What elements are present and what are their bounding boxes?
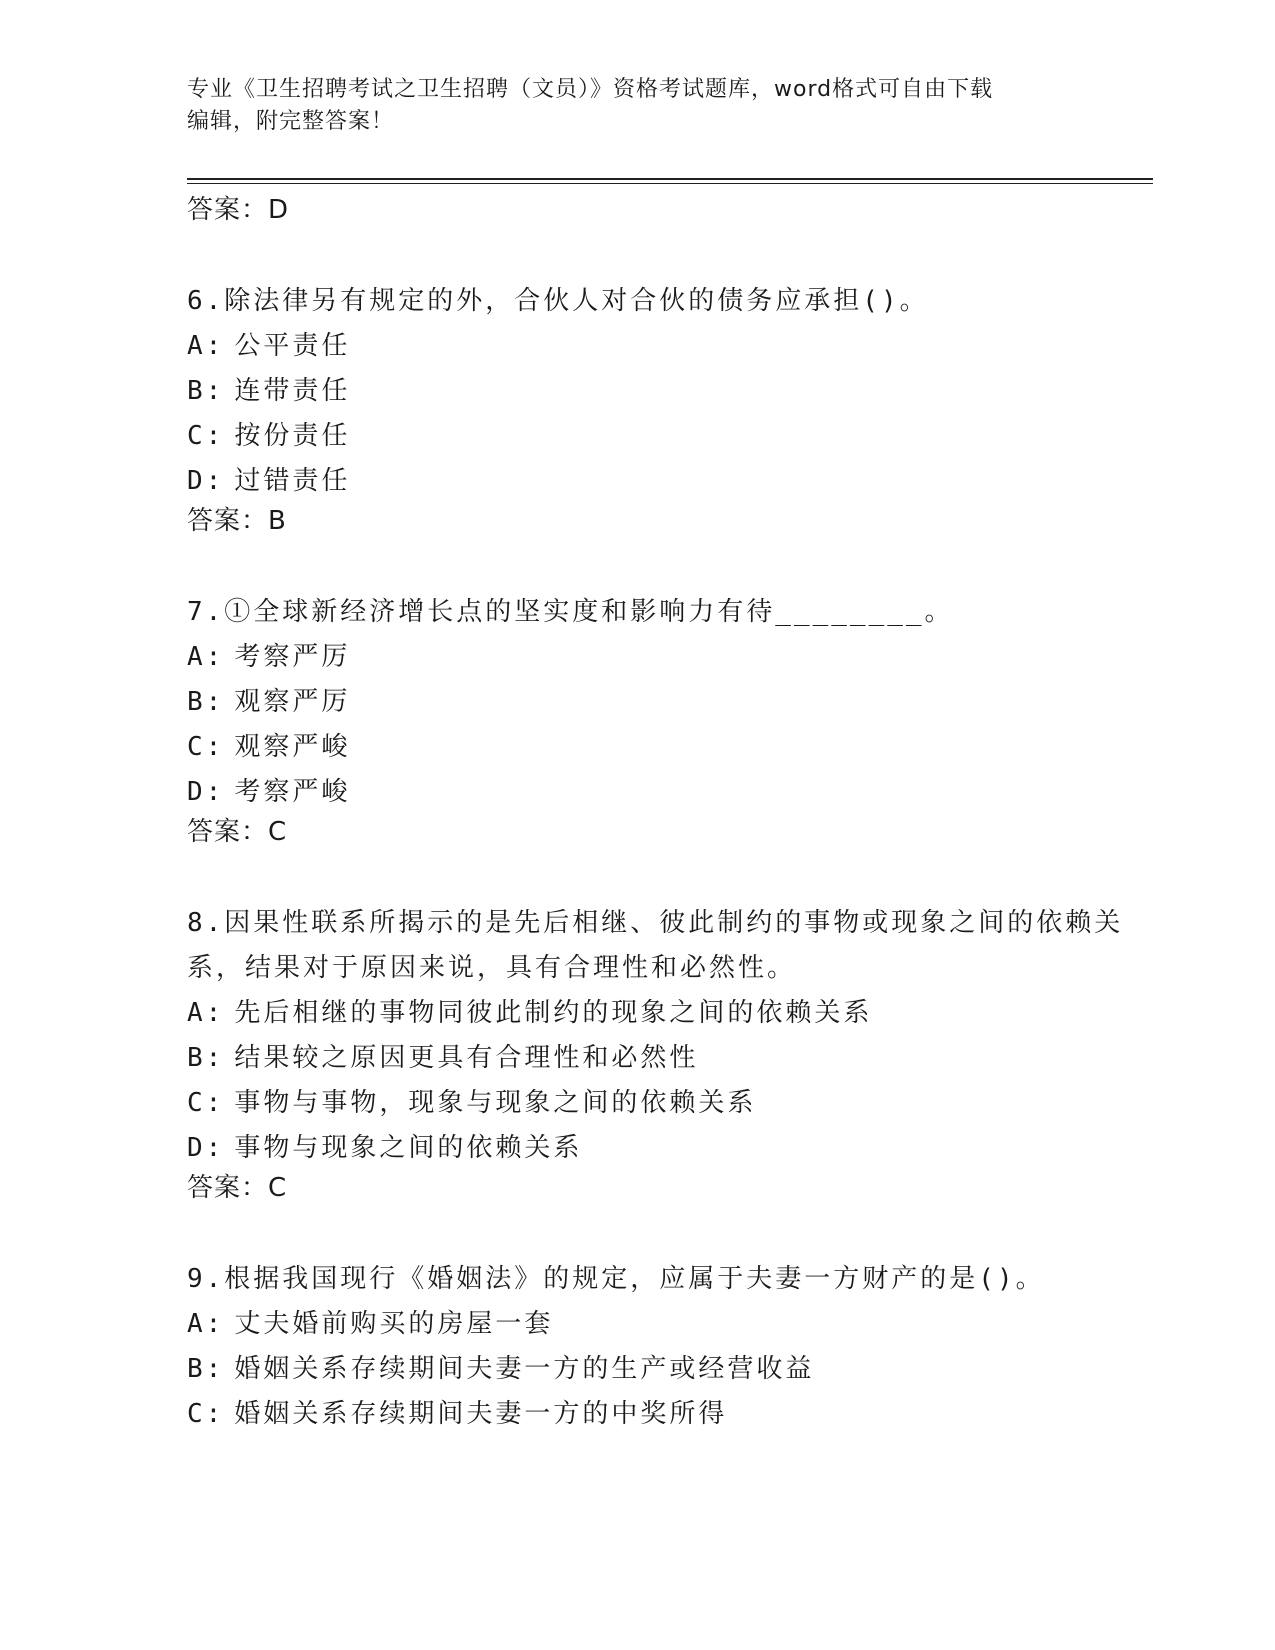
option-letter: D:: [187, 1133, 225, 1163]
option-letter: A:: [187, 642, 225, 672]
option-text: 先后相继的事物同彼此制约的现象之间的依赖关系: [234, 998, 873, 1028]
answer-label: 答案：C: [187, 1173, 288, 1203]
answer-label: 答案：B: [187, 506, 287, 536]
option-a: [187, 1302, 1147, 1347]
answer-label: 答案：D: [187, 195, 290, 225]
option-a: [187, 991, 1147, 1036]
option-d: [187, 770, 1147, 815]
option-letter: C:: [187, 421, 225, 451]
option-text: 观察严峻: [234, 732, 351, 762]
option-letter: D:: [187, 777, 225, 807]
option-d: [187, 459, 1147, 504]
option-text: 事物与事物，现象与现象之间的依赖关系: [234, 1088, 757, 1118]
option-letter: C:: [187, 1088, 225, 1118]
option-b: [187, 680, 1147, 725]
option-letter: B:: [187, 687, 225, 717]
option-text: 事物与现象之间的依赖关系: [234, 1133, 583, 1163]
option-text: 考察严厉: [234, 642, 351, 672]
header-line-2: 编辑，附完整答案！: [187, 109, 395, 134]
question-stem: 8.因果性联系所揭示的是先后相继、彼此制约的事物或现象之间的依赖关系，结果对于原因来说，具有合理性和必然性。: [187, 908, 1124, 983]
option-letter: B:: [187, 1043, 225, 1073]
option-letter: A:: [187, 998, 225, 1028]
document-header: [187, 74, 1087, 138]
option-c: [187, 1392, 1147, 1437]
option-b: [187, 1036, 1147, 1081]
option-text: 考察严峻: [234, 777, 351, 807]
option-text: 公平责任: [234, 331, 351, 361]
option-text: 观察严厉: [234, 687, 351, 717]
header-rule-thin: [187, 183, 1153, 184]
header-rule: [187, 178, 1153, 180]
option-text: 过错责任: [234, 466, 351, 496]
option-letter: C:: [187, 732, 225, 762]
option-letter: B:: [187, 1354, 225, 1384]
option-c: [187, 414, 1147, 459]
option-text: 丈夫婚前购买的房屋一套: [234, 1309, 554, 1339]
option-text: 连带责任: [234, 376, 351, 406]
option-letter: B:: [187, 376, 225, 406]
question-block: [187, 279, 1147, 540]
option-b: [187, 369, 1147, 414]
answer-label: 答案：C: [187, 817, 288, 847]
option-letter: C:: [187, 1399, 225, 1429]
option-c: [187, 725, 1147, 770]
option-a: [187, 324, 1147, 369]
question-list: [187, 193, 1147, 1437]
header-line-1: 专业《卫生招聘考试之卫生招聘（文员）》资格考试题库，word格式可自由下载: [187, 77, 994, 102]
question-block: [187, 1257, 1147, 1437]
option-d: [187, 1126, 1147, 1171]
option-letter: D:: [187, 466, 225, 496]
question-block: [187, 590, 1147, 851]
question-stem: 6.除法律另有规定的外，合伙人对合伙的债务应承担()。: [187, 286, 929, 316]
option-letter: A:: [187, 1309, 225, 1339]
option-c: [187, 1081, 1147, 1126]
option-text: 按份责任: [234, 421, 351, 451]
question-stem: 7.①全球新经济增长点的坚实度和影响力有待________。: [187, 597, 954, 627]
question-block: [187, 901, 1147, 1207]
option-letter: A:: [187, 331, 225, 361]
option-a: [187, 635, 1147, 680]
question-stem: 9.根据我国现行《婚姻法》的规定，应属于夫妻一方财产的是()。: [187, 1264, 1045, 1294]
option-text: 婚姻关系存续期间夫妻一方的中奖所得: [234, 1399, 728, 1429]
option-b: [187, 1347, 1147, 1392]
option-text: 婚姻关系存续期间夫妻一方的生产或经营收益: [234, 1354, 815, 1384]
option-text: 结果较之原因更具有合理性和必然性: [234, 1043, 699, 1073]
